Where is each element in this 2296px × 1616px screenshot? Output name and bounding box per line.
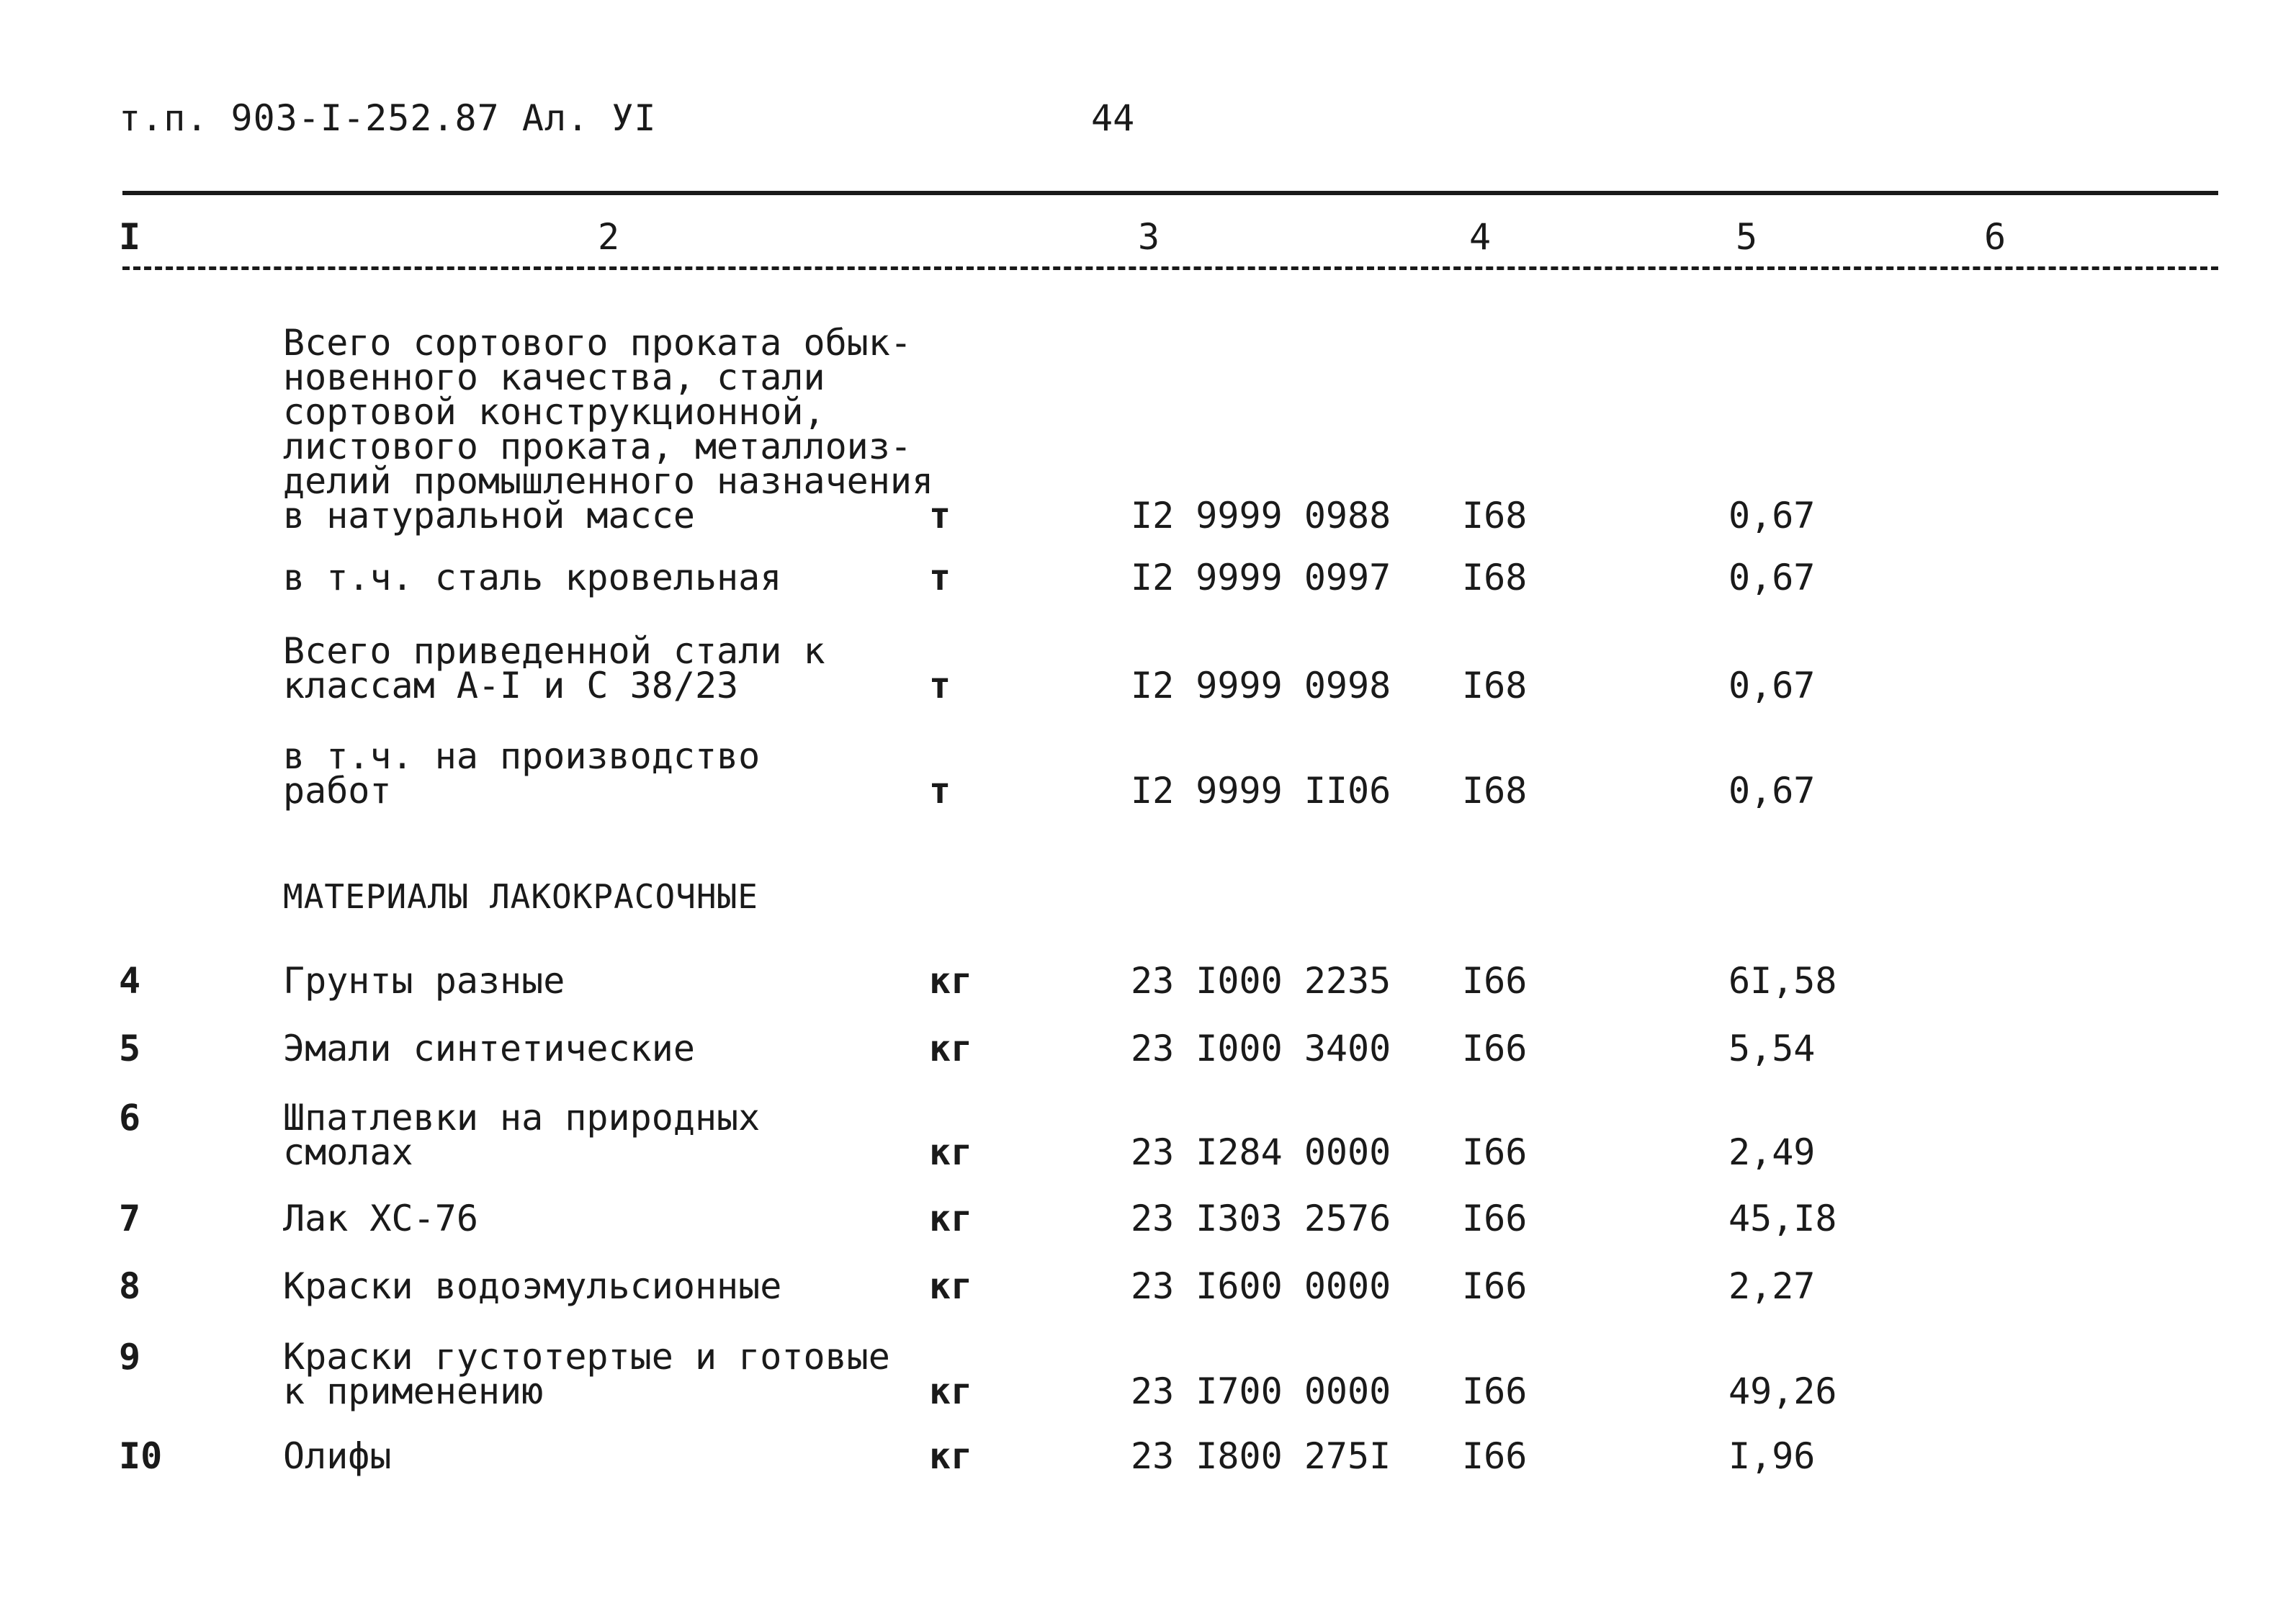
- row-name: [283, 960, 565, 1002]
- row-name-line: сортовой конструкционной,: [283, 391, 825, 433]
- row-name: [283, 322, 934, 537]
- row-code: 23 I000 3400: [1131, 1028, 1391, 1069]
- row-quantity: 0,67: [1728, 770, 1816, 812]
- row-column-4: I66: [1462, 1131, 1528, 1173]
- row-number: 4: [119, 960, 141, 1002]
- top-rule: [122, 191, 2218, 195]
- row-number: 7: [119, 1198, 141, 1239]
- row-name-line: в натуральной массе: [283, 495, 695, 537]
- row-code: 23 I303 2576: [1131, 1198, 1391, 1239]
- row-quantity: 0,67: [1728, 665, 1816, 706]
- row-unit: т: [929, 665, 951, 706]
- row-quantity: 2,27: [1728, 1265, 1816, 1307]
- page-number: 44: [1091, 97, 1135, 139]
- row-code: 23 I700 0000: [1131, 1370, 1391, 1412]
- row-name: [283, 1028, 695, 1069]
- row-name-line: Эмали синтетические: [283, 1028, 695, 1069]
- row-code: 23 I600 0000: [1131, 1265, 1391, 1307]
- row-column-4: I68: [1462, 770, 1528, 812]
- row-code: I2 9999 0988: [1131, 495, 1391, 537]
- row-unit: кг: [929, 960, 973, 1002]
- row-column-4: I66: [1462, 1435, 1528, 1477]
- row-code: I2 9999 0997: [1131, 557, 1391, 598]
- row-name-line: новенного качества, стали: [283, 356, 825, 398]
- row-quantity: 5,54: [1728, 1028, 1816, 1069]
- row-name-line: в т.ч. на производство: [283, 735, 761, 777]
- row-name-line: Краски густотертые и готовые: [283, 1336, 890, 1378]
- row-code: 23 I800 275I: [1131, 1435, 1391, 1477]
- row-name-line: классам А-I и С 38/23: [283, 665, 739, 706]
- row-column-4: I66: [1462, 1028, 1528, 1069]
- row-name: [283, 1336, 890, 1412]
- row-name: [283, 630, 825, 706]
- row-number: I0: [119, 1435, 163, 1477]
- row-quantity: I,96: [1728, 1435, 1816, 1477]
- row-number: 9: [119, 1336, 141, 1378]
- row-unit: кг: [929, 1028, 973, 1069]
- row-quantity: 45,I8: [1728, 1198, 1837, 1239]
- row-name-line: Грунты разные: [283, 960, 565, 1002]
- row-unit: кг: [929, 1198, 973, 1239]
- row-name: [283, 1198, 478, 1239]
- row-quantity: 2,49: [1728, 1131, 1816, 1173]
- row-column-4: I68: [1462, 557, 1528, 598]
- row-number: 5: [119, 1028, 141, 1069]
- column-header-6: 6: [1984, 216, 2006, 258]
- row-column-4: I66: [1462, 1370, 1528, 1412]
- row-name: [283, 1097, 761, 1173]
- row-name: [283, 557, 782, 598]
- row-number: 6: [119, 1097, 141, 1139]
- row-quantity: 0,67: [1728, 495, 1816, 537]
- row-unit: т: [929, 495, 951, 537]
- row-name-line: Олифы: [283, 1435, 392, 1477]
- row-quantity: 49,26: [1728, 1370, 1837, 1412]
- row-name-line: Краски водоэмульсионные: [283, 1265, 782, 1307]
- row-quantity: 0,67: [1728, 557, 1816, 598]
- column-header-3: 3: [1138, 216, 1160, 258]
- row-name: [283, 735, 761, 812]
- column-header-2: 2: [598, 216, 620, 258]
- section-title: МАТЕРИАЛЫ ЛАКОКРАСОЧНЫЕ: [283, 877, 758, 916]
- row-name: [283, 1265, 782, 1307]
- row-unit: кг: [929, 1265, 973, 1307]
- row-name-line: Всего приведенной стали к: [283, 630, 825, 672]
- row-unit: т: [929, 557, 951, 598]
- row-column-4: I68: [1462, 495, 1528, 537]
- row-column-4: I68: [1462, 665, 1528, 706]
- row-name-line: работ: [283, 770, 392, 812]
- row-name: [283, 1435, 392, 1477]
- row-code: 23 I000 2235: [1131, 960, 1391, 1002]
- row-code: I2 9999 0998: [1131, 665, 1391, 706]
- row-name-line: делий промышленного назначения: [283, 460, 934, 502]
- row-unit: т: [929, 770, 951, 812]
- row-column-4: I66: [1462, 960, 1528, 1002]
- document-reference: т.п. 903-I-252.87 Ал. УI: [119, 97, 657, 139]
- header-bottom-rule: [122, 266, 2218, 270]
- row-code: 23 I284 0000: [1131, 1131, 1391, 1173]
- row-name-line: Лак ХС-76: [283, 1198, 478, 1239]
- row-name-line: Всего сортового проката обык-: [283, 322, 912, 364]
- column-header-4: 4: [1469, 216, 1492, 258]
- row-number: 8: [119, 1265, 141, 1307]
- row-column-4: I66: [1462, 1265, 1528, 1307]
- row-name-line: к применению: [283, 1370, 544, 1412]
- row-code: I2 9999 II06: [1131, 770, 1391, 812]
- row-unit: кг: [929, 1370, 973, 1412]
- row-unit: кг: [929, 1131, 973, 1173]
- row-column-4: I66: [1462, 1198, 1528, 1239]
- column-header-1: I: [119, 216, 141, 258]
- row-name-line: смолах: [283, 1131, 413, 1173]
- row-unit: кг: [929, 1435, 973, 1477]
- row-name-line: Шпатлевки на природных: [283, 1097, 761, 1139]
- row-name-line: листового проката, металлоиз-: [283, 426, 912, 467]
- column-header-5: 5: [1736, 216, 1758, 258]
- row-quantity: 6I,58: [1728, 960, 1837, 1002]
- row-name-line: в т.ч. сталь кровельная: [283, 557, 782, 598]
